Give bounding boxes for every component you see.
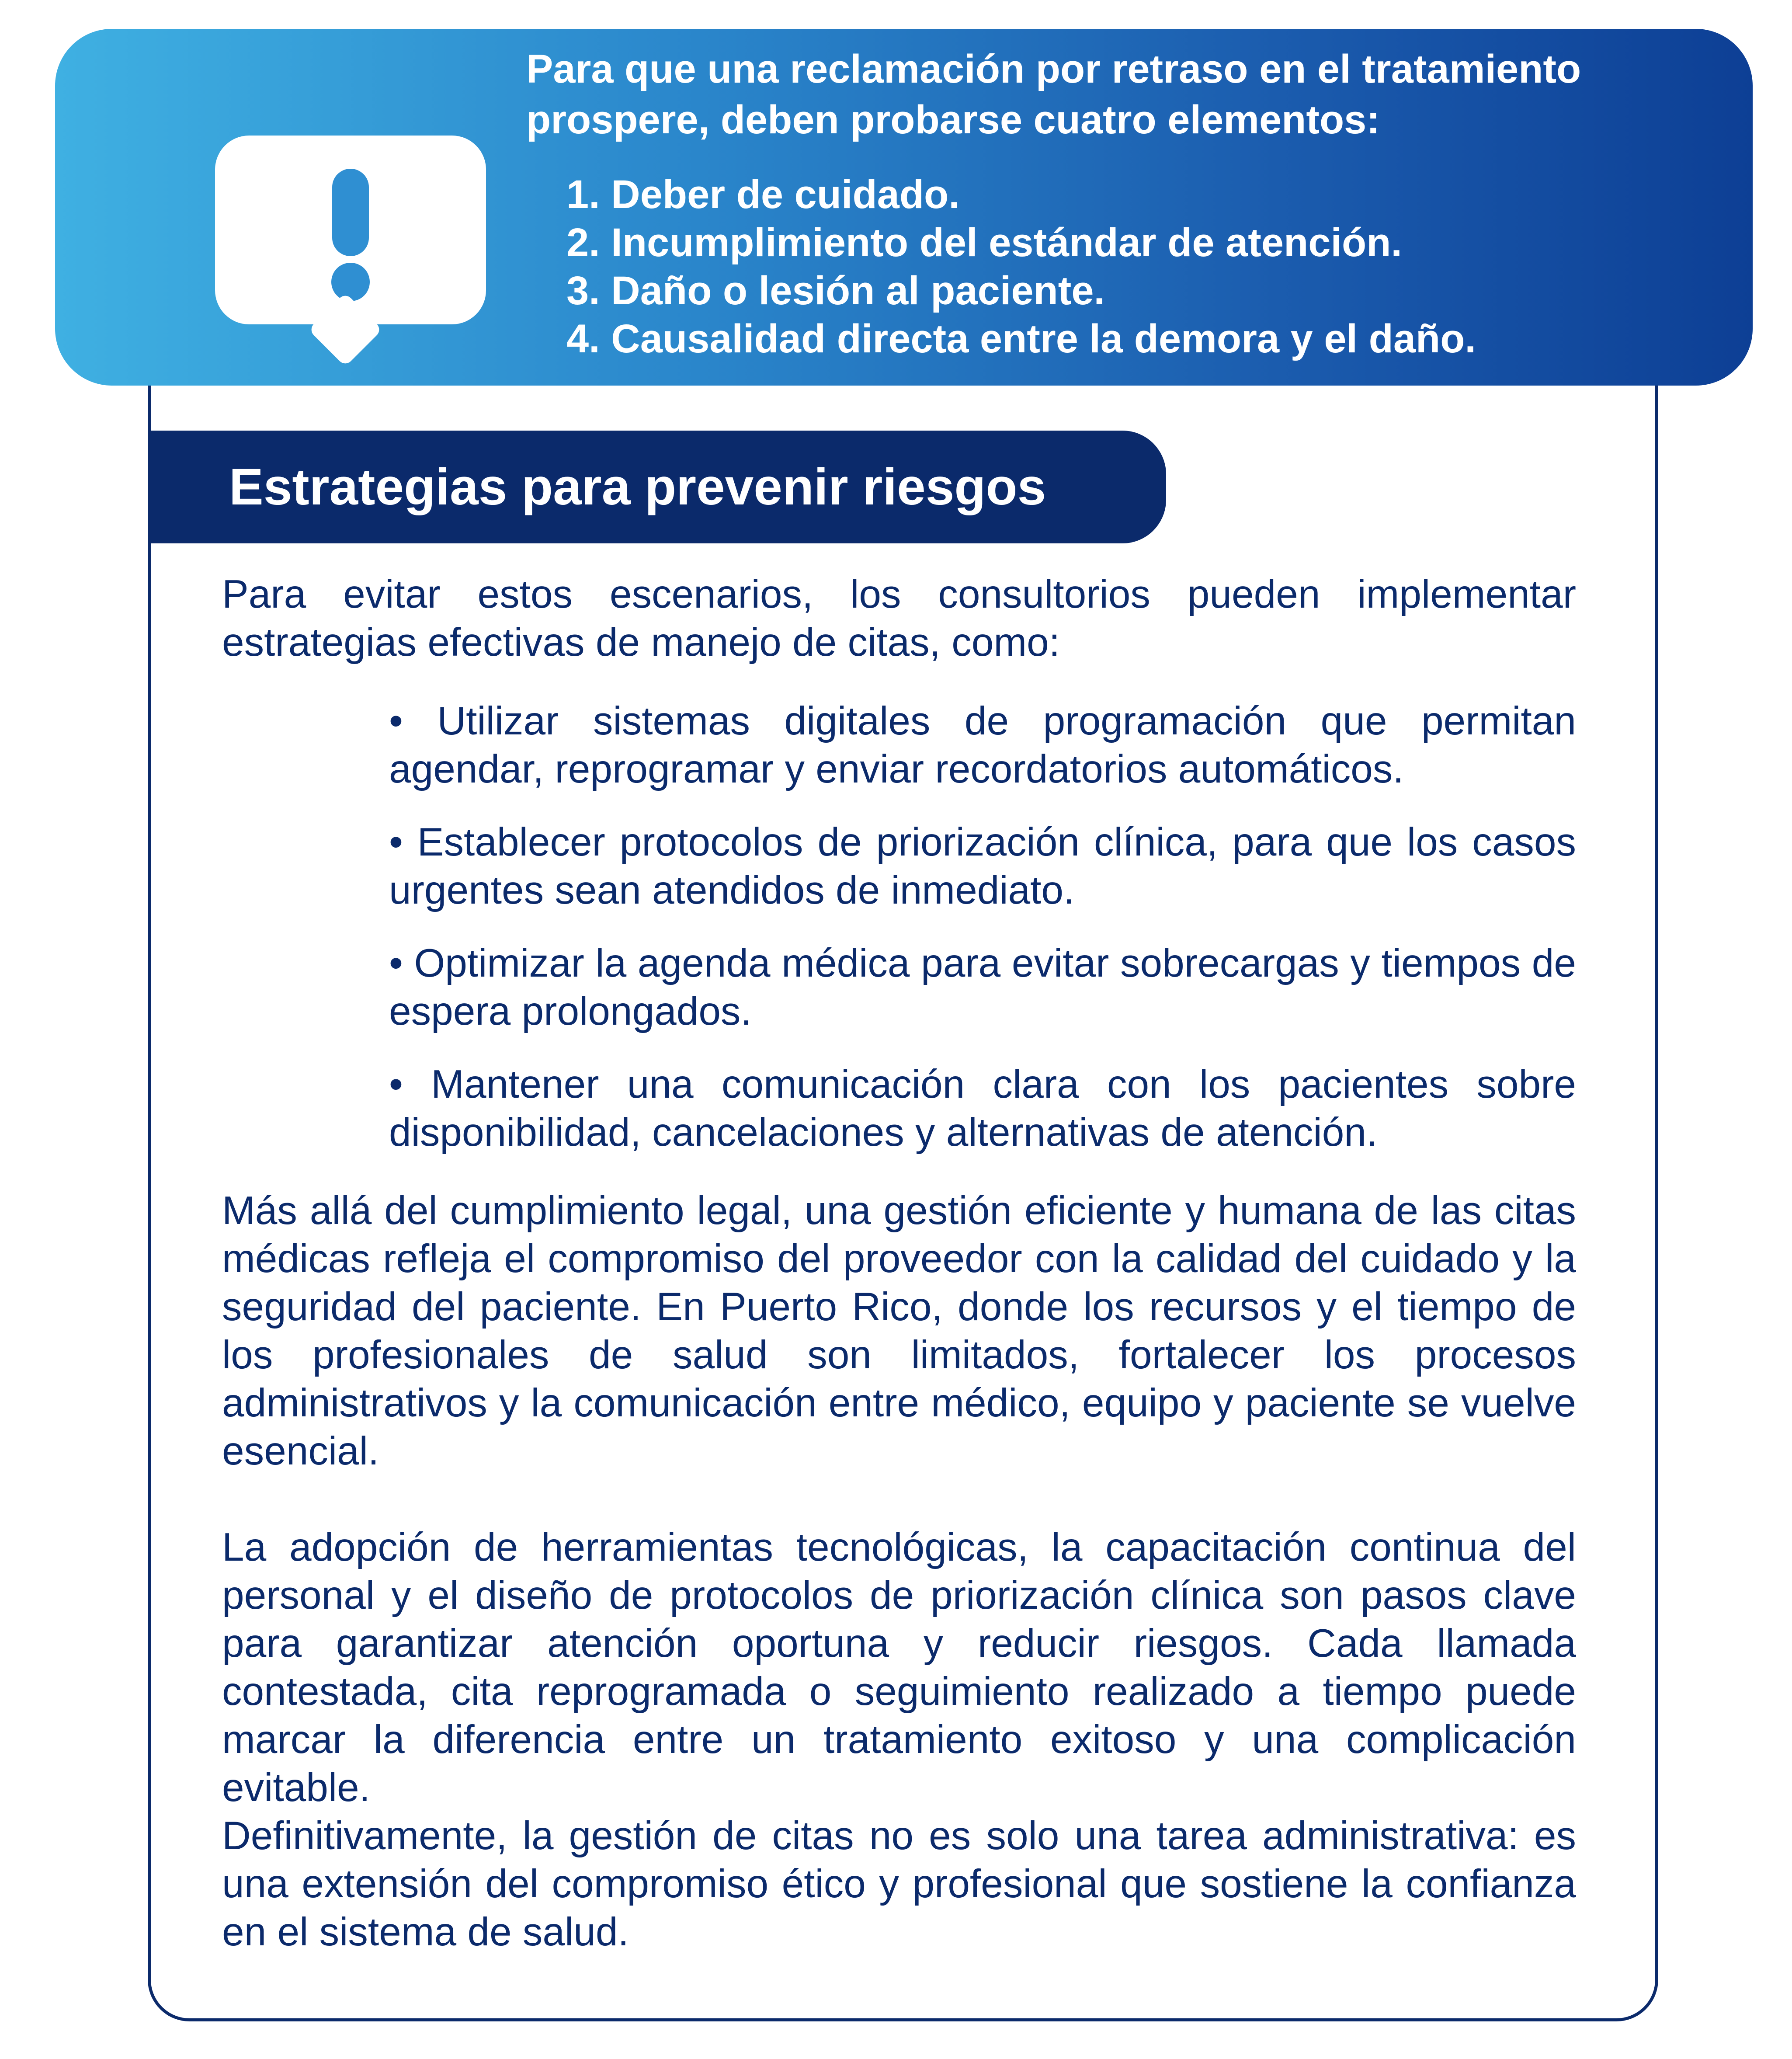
closing-paragraph: Definitivamente, la gestión de citas no es solo una tarea administrativa: es una extensión del compromiso ético y profesional que sostiene la confianza en el sistema de salud. (222, 1814, 1576, 1954)
banner-intro-text: Para que una reclamación por retraso en el tratamiento prospere, deben probarse cuatro elementos: (526, 47, 1581, 142)
strategy-item: • Mantener una comunicación clara con los pacientes sobre disponibilidad, cancelaciones y alternativas de atención. (389, 1062, 1576, 1155)
body-paragraph: Más allá del cumplimiento legal, una gestión eficiente y humana de las citas médicas refleja el compromiso del proveedor con la calidad del cuidado y la seguridad del paciente. En Puerto Rico, donde los recursos y el tiempo de los profesionales de salud son limitados, fortalecer los procesos administrativos y la comunicación entre médico, equipo y paciente se vuelve esencial. (222, 1189, 1576, 1473)
element-item: 4. Causalidad directa entre la demora y el daño. (566, 317, 1476, 361)
strategy-list (389, 697, 1576, 1182)
strategy-item: • Optimizar la agenda médica para evitar sobrecargas y tiempos de espera prolongados. (389, 941, 1576, 1033)
section-header (148, 431, 1166, 543)
element-item: 2. Incumplimiento del estándar de atención. (566, 220, 1402, 265)
section-intro-paragraph: Para evitar estos escenarios, los consultorios pueden implementar estrategias efectivas de manejo de citas, como: (222, 572, 1576, 664)
element-item: 3. Daño o lesión al paciente. (566, 268, 1105, 313)
alert-bubble-icon (215, 136, 486, 324)
strategy-item: • Establecer protocolos de priorización clínica, para que los casos urgentes sean atendidos de inmediato. (389, 820, 1576, 912)
strategy-item: • Utilizar sistemas digitales de programación que permitan agendar, reprogramar y enviar recordatorios automáticos. (389, 699, 1576, 791)
body-paragraph: La adopción de herramientas tecnológicas, la capacitación continua del personal y el diseño de protocolos de priorización clínica son pasos clave para garantizar atención oportuna y reducir riesgos. Cada llamada contestada, cita reprogramada o seguimiento realizado a tiempo puede marcar la diferencia entre un tratamiento exitoso y una complicación evitable. (222, 1525, 1576, 1810)
elements-list (566, 170, 1476, 363)
section-title: Estrategias para prevenir riesgos (229, 458, 1046, 516)
exclamation-icon (215, 136, 486, 324)
element-item: 1. Deber de cuidado. (566, 172, 960, 217)
